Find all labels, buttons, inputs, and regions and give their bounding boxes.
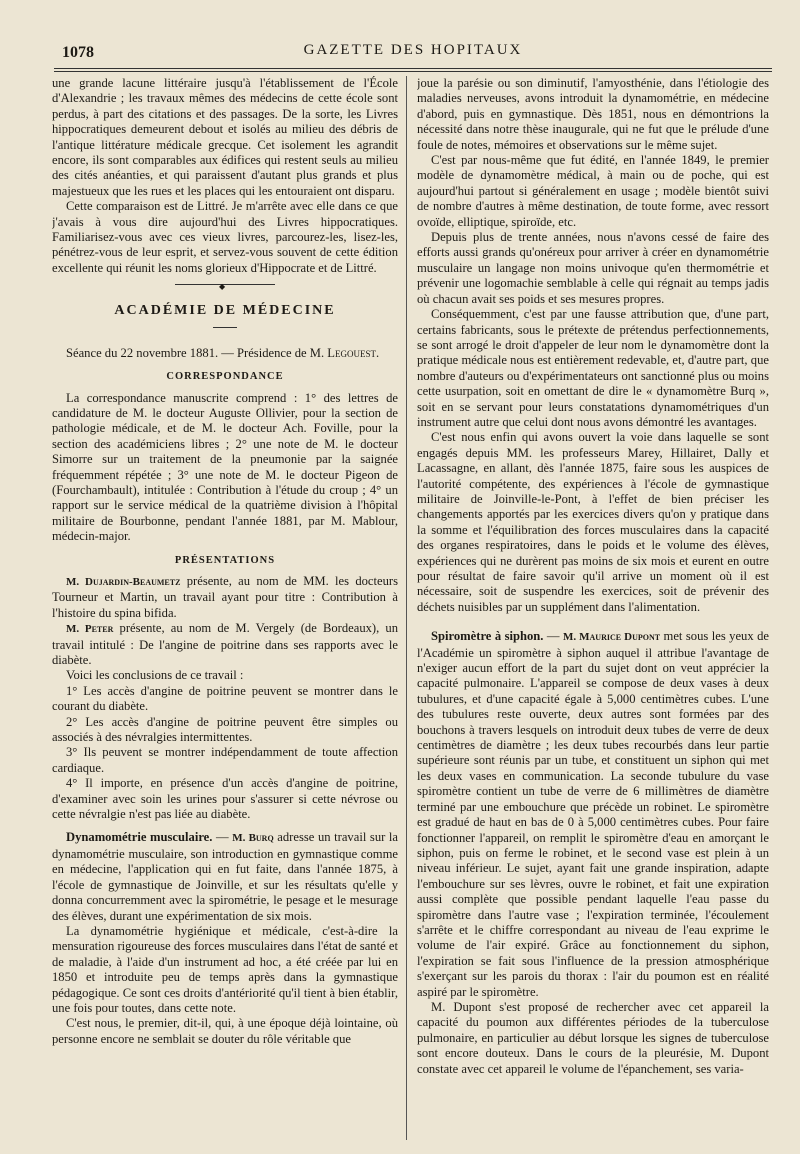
speaker-name: M. Dujardin-Beaumetz	[66, 575, 181, 588]
speaker-name: M. Burq	[232, 832, 274, 845]
subsection-heading: CORRESPONDANCE	[166, 371, 284, 383]
column-divider	[406, 76, 407, 1140]
page-number: 1078	[62, 44, 94, 61]
list-item: 3° Ils peuvent se montrer indépendamment de toute affection cardiaque.	[52, 745, 398, 775]
title-rule	[213, 327, 237, 328]
speaker-name: M. Maurice Dupont	[562, 631, 661, 644]
paragraph: Cette comparaison est de Littré. Je m'arrête avec elle dans ce que j'avais à vous dire aujourd'hui des Livres hippocratiques. Familiarisez-vous avec ces vieux livres, parcourez-les, lisez-les, pénétrez-vous de leur esprit, et servez-vous souvent de cette édition excellente qui réunit les noms glorieux d'Hippocrate et de Littré.	[52, 199, 398, 275]
subsection-heading: PRÉSENTATIONS	[174, 554, 276, 566]
paragraph: M. Dujardin-Beaumetz présente, au nom de MM. les docteurs Tourneur et Martin, un travail ayant pour titre : Contribution à l'histoire du spina bifida.	[52, 573, 398, 620]
list-item: 4° Il importe, en présence d'un accès d'angine de poitrine, d'examiner avec soin les urines pour s'assurer si cette névrose ou cette névralgie n'est pas liée au diabète.	[52, 776, 398, 822]
header-rule-bottom	[54, 71, 772, 72]
paragraph: M. Peter présente, au nom de M. Vergely (de Bordeaux), un travail intitulé : De l'angine de poitrine dans ses rapports avec le diabète.	[52, 621, 398, 667]
paragraph: Depuis plus de trente années, nous n'avons cessé de faire des efforts aussi grands qu'onéreux pour arriver à créer en dynamométrie musculaire un langage non moins univoque qu'en thermométrie et prévenir une logomachie semblable à celle qui régnait au temps jadis où chacun avait ses poids et ses mesures propres.	[417, 230, 769, 306]
paragraph: joue la parésie ou son diminutif, l'amyosthénie, dans l'étiologie des maladies nerveuses, avons introduit la dynamométrie, en médecine d'abord, puis en gymnastique. Dès 1851, nous en démontrions la nécessité dans notre thèse inaugurale, qui ne fut que le prélude d'une foule de notes, mémoires et observations sur le même sujet.	[417, 76, 769, 152]
left-column	[52, 76, 398, 1146]
session-line: Séance du 22 novembre 1881. — Présidence de M. Legouest.	[66, 345, 380, 360]
page-header	[54, 40, 772, 64]
paragraph: Spiromètre à siphon. — M. Maurice Dupont met sous les yeux de l'Académie un spiromètre à siphon auquel il attribue l'avantage de n'exiger aucun effort de la part du sujet dont on veut apprécier la capacité pulmonaire. L'appareil se compose de deux vases à deux tubulures, et d'une capacité égale à 5,000 centimètres cubes. L'une des tubulures reste ouverte, deux autres sont formées par des bouchons à travers lesquels on introduit deux tubes de verre de deux centimètres de diamètre ; les deux tubes recourbés dans leur partie supérieure sont réunis par un tube, et constituent un siphon qui met les deux vases en communication. La seconde tubulure du vase spiromètre contient un tube de verre de 6 millimètres de diamètre terminé par une embouchure que précède un robinet. Le spiromètre est gradué de haut en bas de 0 à 5,000 centimètres cubes. Pour faire fonctionner l'appareil, on remplit le spiromètre d'eau en amorçant le siphon, puis on ferme le robinet, et le second vase est plein à un niveau inférieur. Le sujet, ayant fait une grande inspiration, adapte l'embouchure sur ses lèvres, ouvre le robinet, et fait une expiration aussi complète que possible pendant laquelle l'eau passe du spiromètre dans l'autre vase ; l'expiration terminée, l'écoulement s'arrête et le chiffre correspondant au niveau de l'eau exprime le volume de l'air expiré. Grâce au fonctionnement du siphon, l'expiration se fait sous l'influence de la pression atmosphérique s'exerçant sur les parois du thorax : l'air du poumon est en réalité aspiré par le spiromètre.	[417, 629, 769, 999]
header-rule-top	[54, 68, 772, 69]
paragraph: La correspondance manuscrite comprend : 1° des lettres de candidature de M. le docteur Auguste Ollivier, pour la section de pathologie médicale, et de M. le docteur Ach. Foville, pour la section des académiciens libres ; 2° une note de M. le docteur Simorre sur un traitement de la pneumonie par la saignée fréquemment répétée ; 3° une note de M. le docteur Pigeon de (Fourchambault), intitulée : Contribution à l'étude du croup ; 4° un rapport sur le service médical de la quatrième division à l'hôpital militaire de Bourbonne, pendant l'année 1881, par M. Mablour, médecin-major.	[52, 390, 398, 544]
paragraph: Conséquemment, c'est par une fausse attribution que, d'une part, certains fabricants, sous le prétexte de prétendus perfectionnements, se sont arrogé le droit d'appeler de leur nom le dynamomètre dont la pratique médicale nous est entièrement redevable, et, d'autre part, que nombre d'auteurs ou d'expérimentateurs ont sanctionné plus ou moins cette usurpation, soit en omettant de dire le « dynamomètre Burq », soit en se servant pour leurs constatations dynamométriques d'un instrument autre que celui dont nous avons démontré les avantages.	[417, 307, 769, 429]
list-item: 2° Les accès d'angine de poitrine peuvent être simples ou associés à des névralgies intermittentes.	[52, 714, 398, 745]
paragraph: La dynamométrie hygiénique et médicale, c'est-à-dire la mensuration rigoureuse des forces musculaires dans l'état de santé et de maladie, à l'aide d'un instrument ad hoc, a été créée par lui en 1850 et introduite peu de temps après dans la gymnastique pédagogique. Ce sont ces droits d'antériorité qu'il tient à bien établir, une fois pour toutes, dans cette note.	[52, 923, 398, 1015]
section-title: ACADÉMIE DE MÉDECINE	[114, 303, 336, 319]
section-separator: ◆	[175, 284, 275, 285]
journal-title: GAZETTE DES HOPITAUX	[303, 42, 523, 58]
list-item: 1° Les accès d'angine de poitrine peuvent se montrer dans le courant du diabète.	[52, 683, 398, 714]
paragraph: Dynamométrie musculaire. — M. Burq adresse un travail sur la dynamométrie musculaire, son introduction en gymnastique comme en médecine, l'application qui en fut faite, dans l'année 1875, à l'école de gymnastique de Joinville, et sur les résultats qu'elle y donna concurremment avec la spirométrie, le pesage et le mesurage des élèves, durant une expérimentation de six mois.	[52, 830, 398, 923]
president-name: Legouest.	[327, 345, 380, 360]
paragraph: C'est nous enfin qui avons ouvert la voie dans laquelle se sont engagés depuis MM. les professeurs Marey, Hillairet, Dally et Lacassagne, en allant, dès l'année 1875, faire sous les auspices de l'autorité compétente, des expériences à l'école de gymnastique militaire de Joinville-le-Pont, à l'effet de bien préciser les changements apportés par les exercices divers qu'on y pratique dans la somme et l'équilibration des forces musculaires dans la capacité des organes respiratoires, dans le poids et le volume des élèves, expériences qui ne durèrent pas moins de six mois et eurent en outre pour résultat de faire savoir qu'il arrive un moment où il est nécessaire, soit de suspendre les exercices, soit de prévenir des déchets nuisibles par un supplément dans l'alimentation.	[417, 430, 769, 614]
paragraph: Voici les conclusions de ce travail :	[66, 668, 244, 683]
speaker-name: M. Peter	[66, 623, 114, 636]
paragraph: C'est par nous-même que fut édité, en l'année 1849, le premier modèle de dynamomètre médical, à main ou de poche, qui est aujourd'hui partout si généralement en usage ; modèle bientôt suivi de nombre d'autres à même destination, de toute forme, avec ressort ovoïde, elliptique, spiroïde, etc.	[417, 153, 769, 229]
paragraph: C'est nous, le premier, dit-il, qui, à une époque déjà lointaine, où personne encore ne semblait se douter du rôle véritable que	[52, 1016, 398, 1046]
article-title: Spiromètre à siphon.	[431, 629, 544, 644]
article-title: Dynamométrie musculaire.	[66, 830, 213, 845]
paragraph: M. Dupont s'est proposé de rechercher avec cet appareil la capacité du poumon aux différentes périodes de la tuberculose pulmonaire, en particulier au début lorsque les signes de tuberculose sont encore douteux. Dans le cours de la pleurésie, M. Dupont constate avec cet appareil le volume de l'épanchement, ses varia-	[417, 999, 769, 1076]
paragraph: une grande lacune littéraire jusqu'à l'établissement de l'École d'Alexandrie ; les travaux mêmes des médecins de cette école sont perdus, à part des citations et des passages. De la sorte, les Livres hippocratiques demeurent debout et isolés au milieu des débris de l'antique littérature médicale grecque. Cet isolement les agrandit encore, ils sont comparables aux édifices qui restent seuls au milieu des cités anéanties, et qui paraissent d'autant plus grands et plus majestueux que les rues et les places qui les entouraient ont disparu.	[52, 76, 398, 198]
right-column	[417, 76, 769, 1146]
